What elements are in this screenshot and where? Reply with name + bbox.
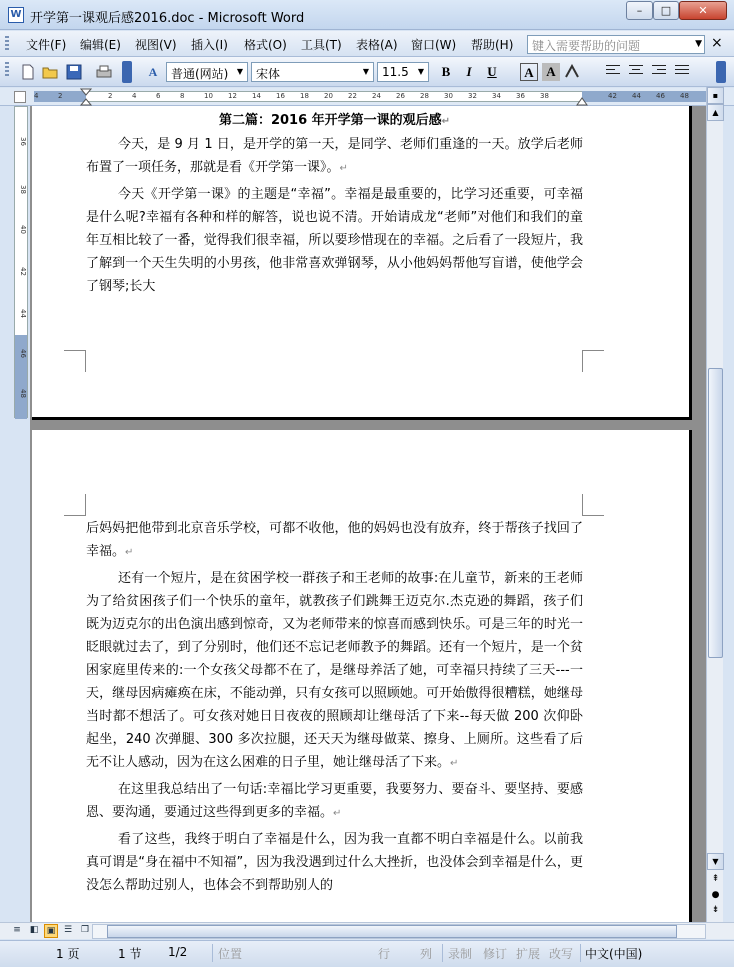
minimize-button[interactable]: – [626,1,653,20]
window-title: 开学第一课观后感2016.doc - Microsoft Word [30,11,305,26]
new-document-icon[interactable] [20,64,36,80]
ruler-tick: 2 [58,92,63,100]
ruler-tick: 30 [444,92,453,100]
vertical-scrollbar[interactable] [706,87,723,922]
menu-table[interactable]: 表格(A) [356,38,398,52]
title-bar [0,0,734,30]
menu-edit[interactable]: 编辑(E) [80,38,121,52]
status-separator [442,944,443,962]
status-col: 列 [420,947,433,961]
outline-view-icon[interactable]: ☰ [63,925,73,935]
status-overtype[interactable]: 改写 [549,947,574,961]
vertical-ruler-margin [15,335,27,419]
ruler-tick: 48 [680,92,689,100]
character-border-button[interactable]: A [520,63,538,81]
next-page-icon[interactable]: ⇟ [711,905,720,915]
status-record[interactable]: 录制 [448,947,473,961]
page-1[interactable] [32,106,692,420]
help-search-placeholder: 键入需要帮助的问题 [532,39,641,53]
ruler-tick: 18 [300,92,309,100]
menu-view[interactable]: 视图(V) [135,38,177,52]
ruler-tick: 42 [19,267,27,276]
ruler-tick: 26 [396,92,405,100]
menu-format[interactable]: 格式(O) [244,38,287,52]
menu-tools[interactable]: 工具(T) [301,38,342,52]
font-value: 宋体 [256,67,281,81]
ruler-tick: 28 [420,92,429,100]
status-page: 1 页 [56,947,80,961]
justify-icon[interactable] [675,65,689,78]
ruler-tick: 42 [608,92,617,100]
menu-bar [0,31,734,57]
chevron-down-icon: ▼ [236,67,244,76]
font-size-select[interactable] [377,62,429,82]
ruler-tick: 6 [156,92,161,100]
toolbar-grip-icon[interactable] [5,62,9,78]
word-app-icon[interactable]: W [8,7,24,23]
ruler-tick: 46 [19,349,27,358]
ruler-tick: 38 [540,92,549,100]
ruler-tick: 24 [372,92,381,100]
first-line-indent-icon[interactable] [80,88,92,106]
margin-corner [64,350,86,372]
page-2[interactable] [32,430,692,922]
ruler-tick: 32 [468,92,477,100]
horizontal-scroll-thumb[interactable] [107,925,677,938]
status-bar [0,940,734,967]
paragraph: 今天《开学第一课》的主题是“幸福”。幸福是最重要的，比学习还重要，可幸福是什么呢?幸福有各种和样的解答，说也说不清。开始请成龙“老师”对他们和我们的童年互相比较了一番，觉得我们很幸福，所以要珍惜现在的幸福。之后看了一段短片，我了解到一个天生失明的小男孩，他非常喜欢弹钢琴，从小他妈妈帮他写盲谱，使他学会了钢琴;长大 [86,187,583,294]
ruler-tick: 44 [632,92,641,100]
chevron-down-icon: ▼ [362,67,370,76]
ruler-tick: 46 [656,92,665,100]
ruler-tick: 48 [19,389,27,398]
menu-insert[interactable]: 插入(I) [191,38,228,52]
status-line: 行 [378,947,391,961]
font-size-value: 11.5 [382,65,409,79]
italic-button[interactable]: I [466,64,472,79]
status-extend[interactable]: 扩展 [516,947,541,961]
chevron-down-icon: ▼ [417,67,425,76]
status-separator [580,944,581,962]
scroll-up-icon[interactable]: ▲ [707,104,724,121]
open-folder-icon[interactable] [42,64,58,80]
web-view-icon[interactable]: ◧ [29,925,39,935]
paragraph: 看了这些，我终于明白了幸福是什么，因为我一直都不明白幸福是什么。以前我真可谓是“身在福中不知福”，因为我没遇到过什么大挫折，也没体会到幸福是什么，更没怎么帮助过别人，也体会不到帮助别人的 [86,832,583,893]
menu-grip-icon[interactable] [5,36,9,52]
ruler-tick: 22 [348,92,357,100]
help-search-input[interactable] [527,35,705,54]
ruler-tick: 40 [19,225,27,234]
tab-selector-icon[interactable] [14,91,26,103]
bold-button[interactable]: B [441,64,451,79]
margin-corner [64,494,86,516]
document-heading: 第二篇：2016 年开学第一课的观后感↵ [218,113,451,128]
text-effect-icon[interactable] [564,64,580,80]
ruler-tick: 44 [19,309,27,318]
ruler-tick: 10 [204,92,213,100]
underline-button[interactable]: U [487,64,497,79]
view-bar [0,922,734,939]
horizontal-ruler[interactable] [0,88,734,106]
save-icon[interactable] [66,64,82,80]
margin-corner [582,350,604,372]
menu-file[interactable]: 文件(F) [26,38,67,52]
scroll-thumb[interactable] [708,368,723,658]
ruler-tick: 36 [19,137,27,146]
page1-body[interactable] [86,106,583,301]
page2-body[interactable] [86,517,583,900]
character-shading-button[interactable]: A [542,63,560,81]
ruler-tick: 34 [492,92,501,100]
ruler-tick: 38 [19,185,27,194]
paragraph: 今天，是 9 月 1 日，是开学的第一天，是同学、老师们重逢的一天。放学后老师布置了一项任务，那就是看《开学第一课》。↵ [86,137,583,175]
print-layout-view-icon[interactable]: ▣ [44,924,58,938]
ruler-tick: 4 [132,92,137,100]
status-language[interactable]: 中文(中国) [585,947,643,961]
status-position: 位置 [218,947,243,961]
print-icon[interactable] [96,64,112,80]
style-select[interactable] [166,62,248,82]
horizontal-scrollbar[interactable] [92,924,706,939]
scroll-down-icon[interactable]: ▼ [707,853,724,870]
status-section: 1 节 [118,947,142,961]
ruler-tick: 20 [324,92,333,100]
status-separator [212,944,213,962]
ruler-tick: 36 [516,92,525,100]
maximize-button[interactable]: □ [653,1,679,20]
ruler-tick: 14 [252,92,261,100]
margin-corner [582,494,604,516]
style-value: 普通(网站) [171,67,229,81]
ruler-tick: 16 [276,92,285,100]
ruler-right-margin [582,91,710,102]
font-select[interactable] [251,62,374,82]
close-document-button[interactable]: × [711,35,723,51]
close-window-button[interactable]: ✕ [679,1,727,20]
document-area[interactable] [30,106,706,922]
ruler-tick: 2 [108,92,113,100]
menu-help[interactable]: 帮助(H) [471,38,514,52]
toolbar [0,57,734,87]
browse-object-icon[interactable]: ● [711,890,720,900]
status-track-changes[interactable]: 修订 [483,947,508,961]
toolbar-overflow-icon[interactable] [716,61,726,83]
vertical-ruler[interactable] [14,106,28,418]
ruler-tick: 12 [228,92,237,100]
styles-pane-icon[interactable]: A [148,65,158,79]
menu-window[interactable]: 窗口(W) [411,38,457,52]
align-right-icon[interactable] [652,65,666,78]
right-indent-icon[interactable] [576,96,588,106]
align-left-icon[interactable] [606,65,620,78]
ruler-tick: 8 [180,92,185,100]
paragraph: 还有一个短片，是在贫困学校一群孩子和王老师的故事:在儿童节，新来的王老师为了给贫困孩子们一个快乐的童年，就教孩子们跳舞王迈克尔.杰克逊的舞蹈，孩子们既为迈克尔的出色演出感到惊奇，又为老师带来的惊喜而感到快乐。可是三年的时光一眨眼就过去了，到了分别时，他们还不忘记老师教予的舞蹈。还有一个短片，是一个贫困家庭里传来的:一个女孩父母都不在了，是继母养活了她，可幸福只持续了三天---一天，继母因病瘫痪在床，不能动弹，只有女孩可以照顾她。可开始傲得很糟糕，她继母当时都不想活了。可女孩对她日日夜夜的照顾却让继母活了下来--每天做 200 次仰卧起坐，240 次弹腿、300 多次拉腿，还天天为继母做菜、擦身、上厕所。这些看了后无不让人感动，因为在这么困难的日子里，她让继母活了下来。↵ [86,571,583,770]
paragraph: 后妈妈把他带到北京音乐学校，可都不收他，他的妈妈也没有放弃，终于帮孩子找回了幸福。↵ [86,521,583,559]
ruler-tick: 4 [34,92,39,100]
reading-view-icon[interactable]: ❐ [80,925,90,935]
status-pages: 1/2 [168,945,188,959]
toolbar-options-icon[interactable] [122,61,132,83]
chevron-down-icon[interactable]: ▼ [695,39,702,49]
ruler-toggle-icon[interactable]: ▪ [707,87,724,104]
align-center-icon[interactable] [629,65,643,78]
previous-page-icon[interactable]: ⇞ [711,874,720,884]
paragraph: 在这里我总结出了一句话:幸福比学习更重要，我要努力、要奋斗、要坚持、要感恩、要沟通，要通过这些得到更多的幸福。↵ [86,782,583,820]
normal-view-icon[interactable]: ≡ [13,925,21,935]
